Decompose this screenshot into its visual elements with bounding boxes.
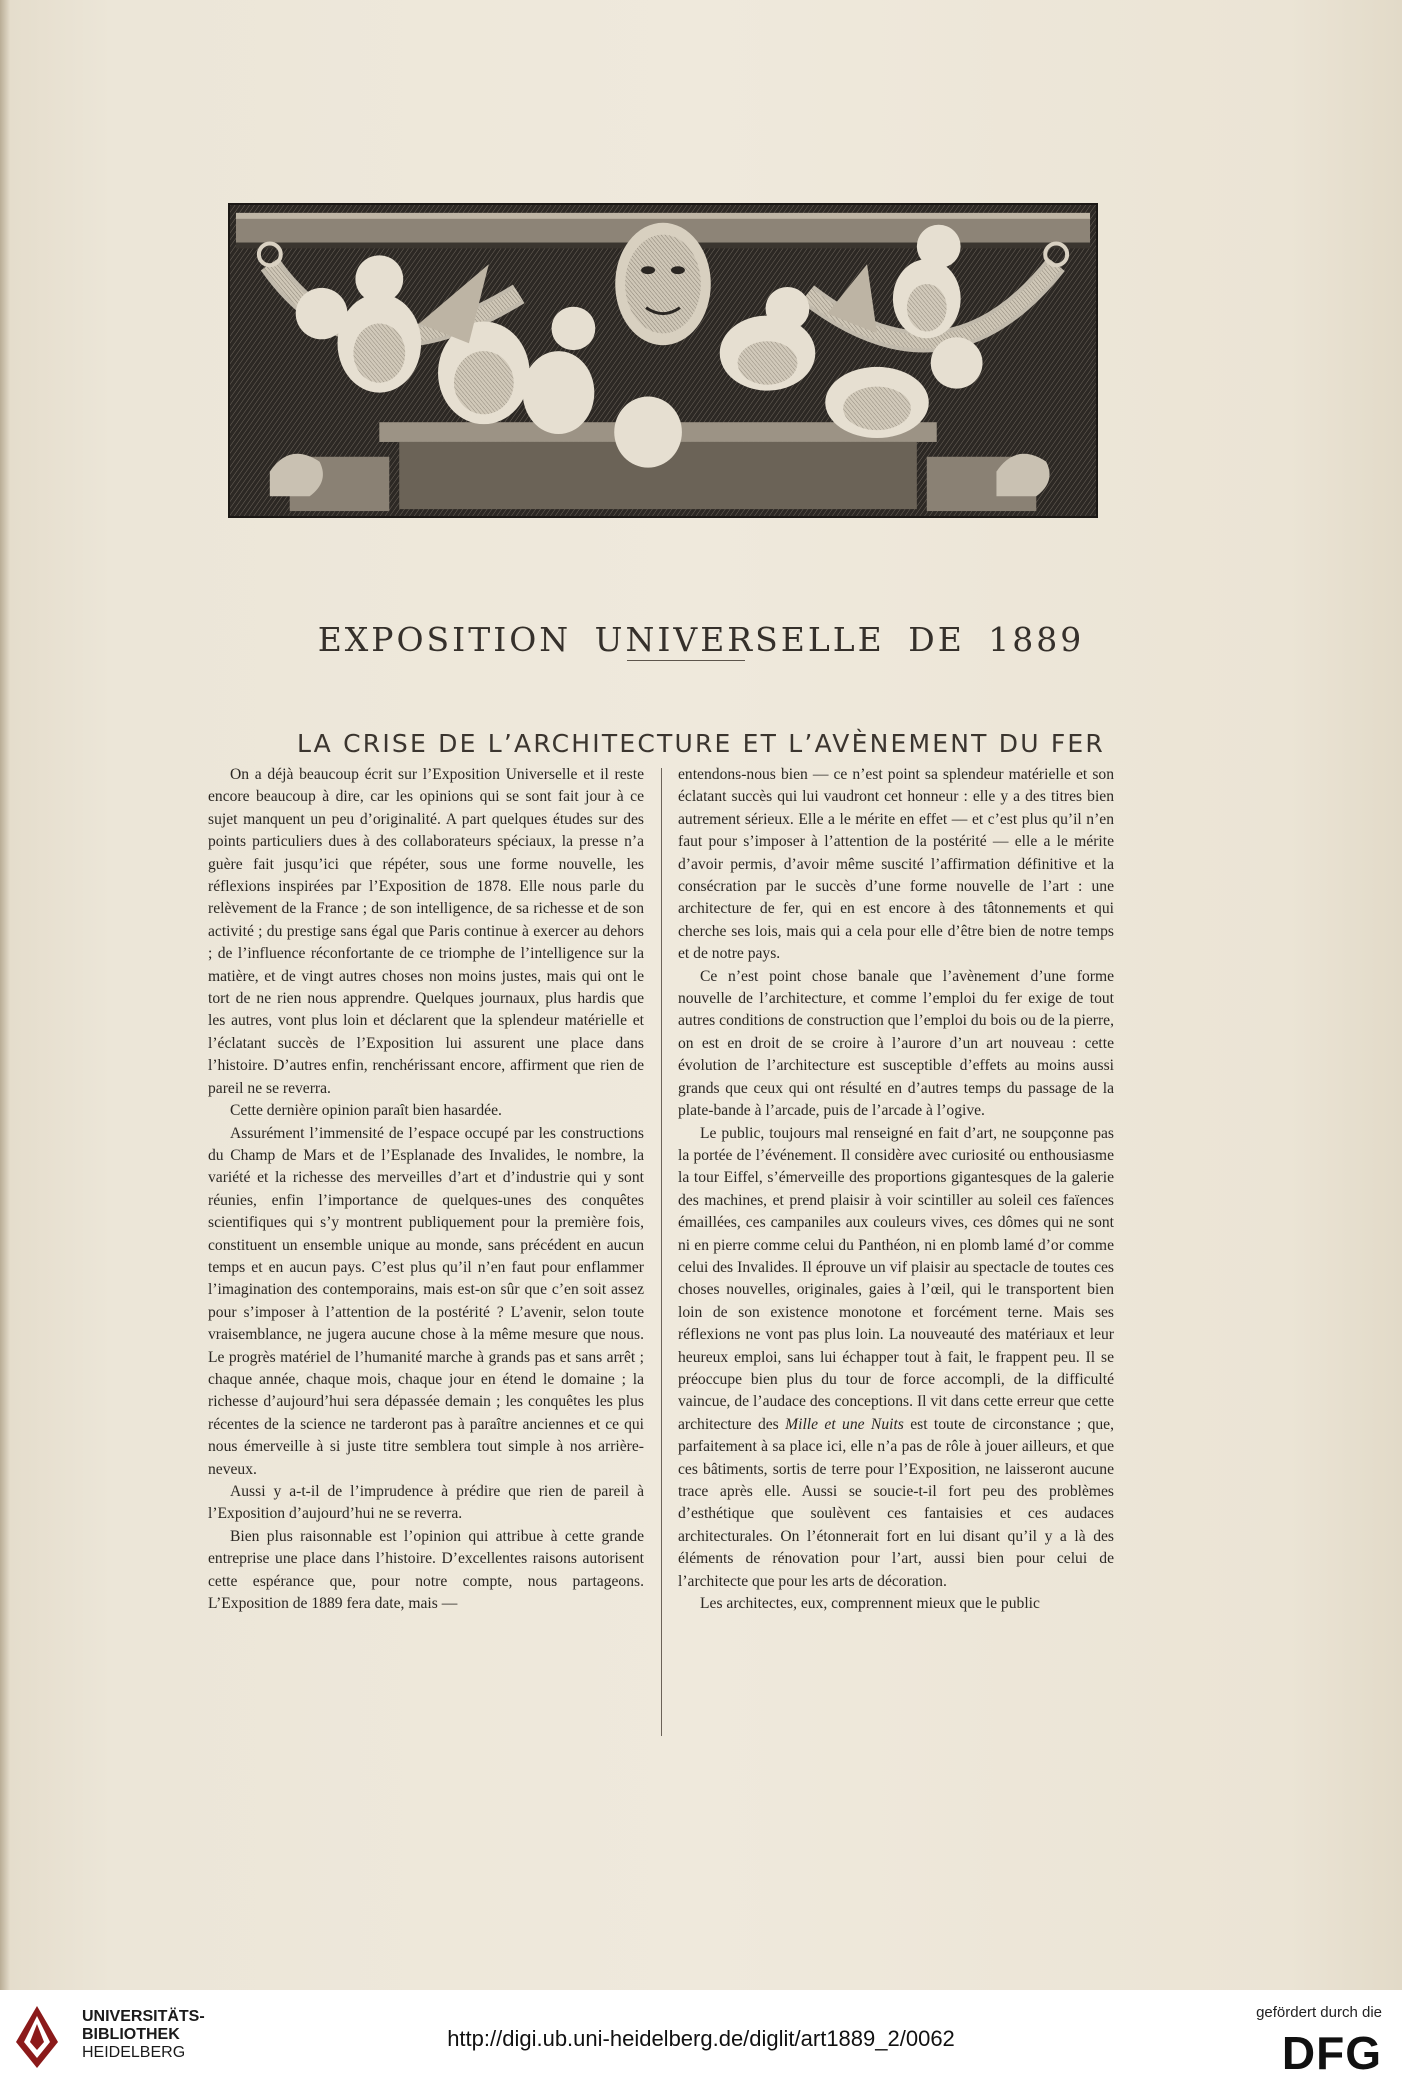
library-name-line: BIBLIOTHEK — [82, 2026, 180, 2043]
title-divider-rule — [627, 660, 745, 661]
article-paragraph: Les architectes, eux, comprennent mieux que le public — [700, 1595, 1040, 1613]
header-engraving-illustration — [228, 203, 1098, 518]
article-subtitle: LA CRISE DE L’ARCHITECTURE ET L’AVÈNEMENT DU FER — [296, 728, 1105, 758]
library-name-line: UNIVERSITÄTS- — [82, 2008, 205, 2025]
library-name-line: HEIDELBERG — [82, 2044, 186, 2061]
article-paragraph: On a déjà beaucoup écrit sur l’Exposition Universelle et il reste encore beaucoup à dire, car les opinions qui se sont fait jour à ce sujet manquent un peu d’originalité. A part quelques études sur des points particuliers dues à des collaborateurs spéciaux, la presse n’a guère fait jusqu’ici que répéter, sous une forme nouvelle, les réflexions inspirées par l’Exposition de 1878. Elle nous parle du relèvement de la France ; de son intelligence, de sa richesse et de son activité ; du prestige sans égal que Paris continue à exercer au dehors ; de l’influence réconfortante de ce triomphe de l’intelligence sur la matière, et de vingt autres choses non moins justes, mais qui ont le tort de ne rien nous apprendre. Quelques journaux, plus hardis que les autres, vont plus loin et déclarent que la splendeur matérielle et l’éclatant succès de l’Exposition lui assurent une place dans l’histoire. D’autres enfin, renchérissant encore, affirment que rien de pareil ne se reverra. — [208, 766, 644, 1097]
column-divider-rule — [661, 768, 662, 1736]
paragraph-text: Le public, toujours mal renseigné en fait d’art, ne soupçonne pas la portée de l’événement. Il considère avec curiosité ou enthousiasme la tour Eiffel, s’émerveille des proportions gigantesques de la galerie des machines, et prend plaisir à voir scintiller au soleil ces faïences émaillées, ces campaniles aux couleurs vives, ces dômes qui ne sont ni en pierre comme celui du Panthéon, ni en plomb lamé d’or comme celui des Invalides. Il éprouve un vif plaisir au spectacle de toutes ces choses nouvelles, originales, gaies à l’œil, qui le transportent bien loin de son existence monotone et forcément terne. Mais ses réflexions ne vont pas plus loin. La nouveauté des matériaux et leur heureux emploi, sans lui échapper tout à fait, le frappent peu. Il se préoccupe bien plus du tour de force accompli, de la difficulté vaincue, de l’audace des conceptions. Il vit dans cette erreur que cette architecture des — [678, 1124, 1114, 1433]
article-column-left — [208, 764, 644, 1615]
article-paragraph: Cette dernière opinion paraît bien hasardée. — [230, 1102, 502, 1120]
paragraph-text: est toute de circonstance ; que, parfaitement à sa place ici, elle n’a pas de rôle à jouer ailleurs, et que ces bâtiments, sortis de terre pour l’Exposition, ne laisseront aucune trace après elle. Aussi se soucie-t-il fort peu des problèmes d’esthétique que soulèvent ces fantaisies et ces audaces architecturales. On l’étonnerait fort en lui disant qu’il y a là des éléments de rénovation pour l’art, aussi bien pour celui de l’architecte que pour les arts de décoration. — [678, 1415, 1114, 1590]
digitization-footer — [0, 1990, 1402, 2084]
article-main-title: EXPOSITION UNIVERSELLE DE 1889 — [317, 620, 1085, 660]
article-paragraph — [678, 1123, 1114, 1594]
page-spine-shadow — [0, 0, 10, 2084]
source-url-link[interactable]: http://digi.ub.uni-heidelberg.de/diglit/art1889_2/0062 — [447, 2026, 955, 2051]
article-paragraph: Bien plus raisonnable est l’opinion qui attribue à cette grande entreprise une place dans l’histoire. D’excellentes raisons autorisent cette espérance que, pour notre compte, nous partageons. L’Exposition de 1889 fera date, mais — — [208, 1527, 644, 1613]
article-paragraph: Ce n’est point chose banale que l’avènement d’une forme nouvelle de l’architecture, et comme l’emploi du fer exige de tout autres conditions de construction que l’emploi du bois ou de la pierre, on est en droit de se croire à l’aurore d’un art nouveau : cette évolution de l’architecture est susceptible d’effets au moins aussi grands que ceux qui ont résulté en d’autres temps du passage de la plate-bande à l’arcade, puis de l’arcade à l’ogive. — [678, 967, 1114, 1120]
article-paragraph: Aussi y a-t-il de l’imprudence à prédire que rien de pareil à l’Exposition d’aujourd’hui ne se reverra. — [208, 1483, 644, 1523]
funding-note: gefördert durch die — [1256, 2004, 1382, 2021]
dfg-logo: DFG — [1281, 2027, 1382, 2079]
article-paragraph: entendons-nous bien — ce n’est point sa splendeur matérielle et son éclatant succès qui lui vaudront cet honneur : elle y a des titres bien autrement sérieux. Elle a le mérite en effet — et c’est plus qu’il n’en faut pour s’imposer à l’attention de la postérité — elle a le mérite d’avoir permis, d’avoir même suscité l’affirmation définitive et la consécration par le succès d’une forme nouvelle de l’art : une architecture de fer, qui en est encore à des tâtonnements et qui cherche ses lois, mais qui a cela pour elle d’être bien de notre temps et de notre pays. — [678, 766, 1114, 963]
article-column-right — [678, 764, 1114, 1615]
article-paragraph: Assurément l’immensité de l’espace occupé par les constructions du Champ de Mars et de l’Esplanade des Invalides, le nombre, la variété et la richesse des merveilles d’art et d’industrie qui y sont réunies, enfin l’importance de quelques-unes des conquêtes scientifiques qui s’y montrent publiquement pour la première fois, constituent un ensemble unique au monde, sans précédent en aucun temps et en aucun pays. C’est plus qu’il n’en faut pour enflammer l’imagination des contemporains, mais est-on sûr que c’en soit assez pour s’imposer à l’attention de la postérité ? L’avenir, selon toute vraisemblance, ne jugera aucune chose à la même mesure que nous. Le progrès matériel de l’humanité marche à grands pas et sans arrêt ; chaque année, chaque mois, chaque jour en étend le domaine ; la richesse d’aujourd’hui sera dépassée demain ; les conquêtes les plus récentes de la science ne tarderont pas à paraître anciennes et ce qui nous émerveille à si juste titre semblera tout simple à nos arrière-neveux. — [208, 1124, 644, 1478]
italic-title: Mille et une Nuits — [785, 1415, 904, 1433]
engraving-drawing — [230, 205, 1096, 516]
